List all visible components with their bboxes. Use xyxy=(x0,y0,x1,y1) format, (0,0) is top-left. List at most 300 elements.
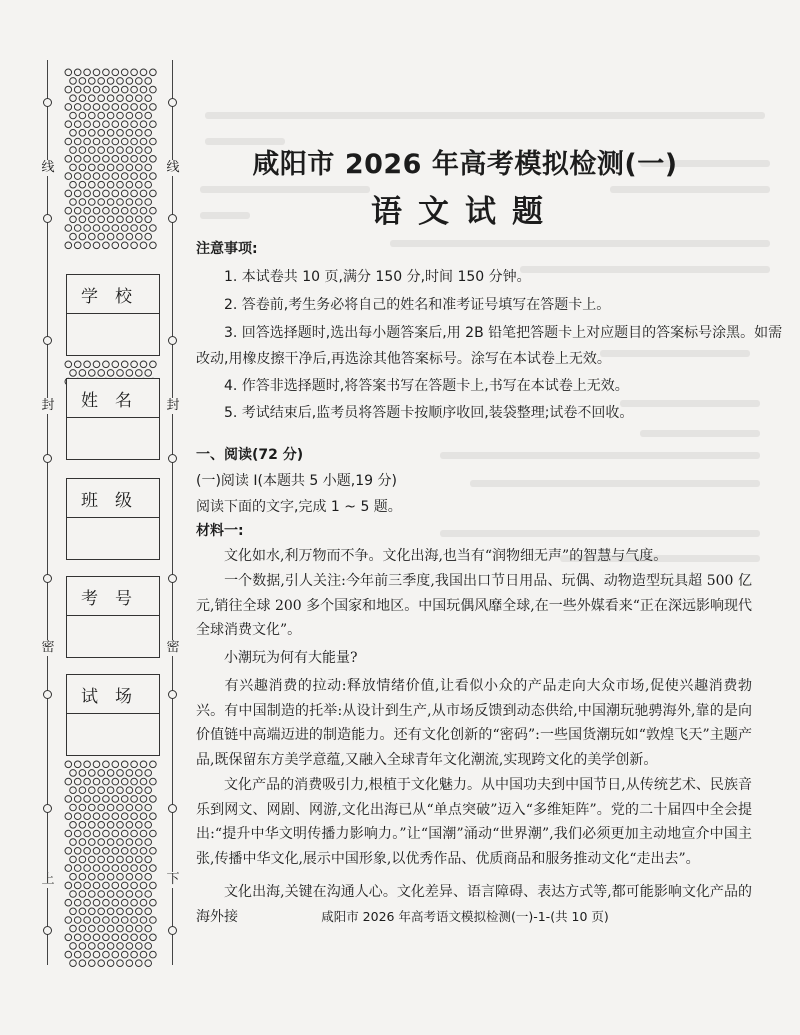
decor-dot xyxy=(136,164,143,171)
decor-dot xyxy=(140,104,147,111)
binding-hole xyxy=(168,804,177,813)
decor-dot xyxy=(145,164,152,171)
decor-dot xyxy=(79,856,86,863)
decor-dot xyxy=(84,813,91,820)
decor-dot xyxy=(117,925,124,932)
decor-dot xyxy=(131,86,138,93)
decor-dot xyxy=(150,225,157,232)
decor-dot xyxy=(136,216,143,223)
decor-dot xyxy=(150,796,157,803)
decor-dot xyxy=(136,181,143,188)
decor-dot xyxy=(121,104,128,111)
decor-dot xyxy=(79,147,86,154)
decor-dot xyxy=(93,242,100,249)
decor-dot xyxy=(65,104,72,111)
part-heading: 一、阅读(72 分) xyxy=(196,447,304,463)
decor-dot xyxy=(107,804,114,811)
decor-dot xyxy=(74,156,81,163)
decor-dot xyxy=(121,361,128,368)
decor-dot xyxy=(79,770,86,777)
binding-line-inner xyxy=(172,60,173,965)
decor-dot xyxy=(65,156,72,163)
decor-dot xyxy=(84,225,91,232)
decor-dot xyxy=(103,778,110,785)
decor-dot xyxy=(117,891,124,898)
decor-dot xyxy=(121,813,128,820)
material-label: 材料一: xyxy=(196,523,244,539)
decor-dot xyxy=(145,370,152,377)
decor-dot xyxy=(150,882,157,889)
decor-dot xyxy=(98,960,105,967)
decor-dot xyxy=(70,925,77,932)
decor-dot xyxy=(65,951,72,958)
note-item: 4. 作答非选择题时,将答案书写在答题卡上,书写在本试卷上无效。 xyxy=(224,378,629,394)
note-item: 3. 回答选择题时,选出每小题答案后,用 2B 铅笔把答题卡上对应题目的答案标号涂黑。如需 xyxy=(224,325,783,341)
decor-dot xyxy=(140,761,147,768)
decor-dot xyxy=(136,770,143,777)
decor-dot xyxy=(131,242,138,249)
decor-dot xyxy=(117,199,124,206)
decor-dot xyxy=(117,95,124,102)
decor-dot xyxy=(126,164,133,171)
decor-dot xyxy=(145,839,152,846)
decor-dot xyxy=(98,130,105,137)
decor-dot xyxy=(98,181,105,188)
decor-dot xyxy=(117,112,124,119)
binding-hole xyxy=(168,926,177,935)
note-item: 5. 考试结束后,监考员将答题卡按顺序收回,装袋整理;试卷不回收。 xyxy=(224,405,634,421)
binding-hole xyxy=(168,98,177,107)
decor-dot xyxy=(126,370,133,377)
decor-dot xyxy=(70,873,77,880)
decor-dot xyxy=(74,761,81,768)
decor-dot xyxy=(70,822,77,829)
decor-dot xyxy=(74,104,81,111)
decor-dot xyxy=(89,95,96,102)
decor-dot xyxy=(117,216,124,223)
decor-dot xyxy=(150,848,157,855)
decor-dot xyxy=(89,112,96,119)
binding-label-line: 线 xyxy=(166,160,180,175)
class-field[interactable] xyxy=(66,478,160,560)
decor-dot xyxy=(103,830,110,837)
decor-dot xyxy=(136,147,143,154)
exam-number-field[interactable] xyxy=(66,576,160,658)
decor-dot xyxy=(98,925,105,932)
decor-dot xyxy=(145,112,152,119)
decor-dot xyxy=(121,225,128,232)
binding-label-seal: 封 xyxy=(166,398,180,413)
decor-dot xyxy=(103,848,110,855)
decor-dot xyxy=(107,839,114,846)
decor-dot xyxy=(131,934,138,941)
decor-dot xyxy=(136,839,143,846)
decor-dot xyxy=(74,882,81,889)
decor-dot xyxy=(112,121,119,128)
decor-dot xyxy=(65,796,72,803)
decor-dot xyxy=(79,804,86,811)
decor-dot xyxy=(121,830,128,837)
passage-paragraph: 文化出海,关键在沟通人心。文化差异、语言障碍、表达方式等,都可能影响文化产品的海外接 xyxy=(196,884,752,925)
decor-dot xyxy=(150,951,157,958)
decor-dot xyxy=(70,856,77,863)
decor-dot xyxy=(93,225,100,232)
decor-dot xyxy=(126,130,133,137)
decor-dot xyxy=(112,848,119,855)
binding-hole xyxy=(168,454,177,463)
decor-dot xyxy=(89,78,96,85)
decor-dot xyxy=(117,130,124,137)
decor-dot xyxy=(84,242,91,249)
decor-dot xyxy=(112,173,119,180)
decor-dot xyxy=(126,216,133,223)
decor-dot xyxy=(103,865,110,872)
decor-dot xyxy=(74,361,81,368)
decor-dot xyxy=(103,86,110,93)
decor-dot xyxy=(126,891,133,898)
decor-dot xyxy=(84,796,91,803)
decor-dot xyxy=(84,882,91,889)
decor-dot xyxy=(131,156,138,163)
decor-dot xyxy=(103,173,110,180)
decor-dot xyxy=(84,173,91,180)
decor-dot xyxy=(93,813,100,820)
decor-dot xyxy=(150,138,157,145)
decor-dot xyxy=(121,882,128,889)
decor-dot xyxy=(74,848,81,855)
decor-dot xyxy=(107,164,114,171)
decor-dot xyxy=(131,917,138,924)
decor-dot xyxy=(98,147,105,154)
decor-dot xyxy=(93,104,100,111)
decor-dot xyxy=(131,173,138,180)
passage-paragraph: 一个数据,引人关注:今年前三季度,我国出口节日用品、玩偶、动物造型玩具超 500 亿元,销往全球 200 多个国家和地区。中国玩偶风靡全球,在一些外媒看来“正在深远影响现代全球消费文化”。 xyxy=(196,573,752,639)
decor-dot xyxy=(103,121,110,128)
decor-dot xyxy=(98,908,105,915)
decor-dot xyxy=(93,865,100,872)
class-label: 班 级 xyxy=(67,479,159,518)
decor-dot xyxy=(65,882,72,889)
decor-dot xyxy=(136,787,143,794)
decor-dot xyxy=(145,856,152,863)
decor-dot xyxy=(70,216,77,223)
decor-dot xyxy=(79,891,86,898)
decor-dot xyxy=(70,199,77,206)
decor-dot xyxy=(126,770,133,777)
decor-dot xyxy=(140,207,147,214)
decor-dot xyxy=(121,190,128,197)
name-field[interactable] xyxy=(66,378,160,460)
decor-dot xyxy=(65,190,72,197)
decor-dot xyxy=(126,233,133,240)
decor-dot xyxy=(98,856,105,863)
decor-dot xyxy=(140,225,147,232)
decor-dot xyxy=(145,822,152,829)
decor-dot xyxy=(98,78,105,85)
decor-dot xyxy=(93,899,100,906)
decor-dot xyxy=(107,822,114,829)
decor-dot xyxy=(98,873,105,880)
decor-dot xyxy=(150,865,157,872)
decor-dot xyxy=(84,917,91,924)
decor-dot xyxy=(121,951,128,958)
decor-dot xyxy=(98,770,105,777)
decor-dot xyxy=(131,778,138,785)
decor-dot xyxy=(131,951,138,958)
decor-dot xyxy=(93,138,100,145)
decor-dot xyxy=(93,830,100,837)
decor-dot xyxy=(84,104,91,111)
decor-dot xyxy=(103,190,110,197)
decor-dot xyxy=(84,138,91,145)
binding-label-secret: 密 xyxy=(166,640,180,655)
decor-dot xyxy=(117,960,124,967)
decor-dot xyxy=(136,943,143,950)
decor-dot xyxy=(117,856,124,863)
decor-dot xyxy=(131,848,138,855)
decor-dot xyxy=(93,173,100,180)
decor-dot xyxy=(140,882,147,889)
decor-dot xyxy=(65,173,72,180)
decor-dot xyxy=(84,899,91,906)
decor-dot xyxy=(65,899,72,906)
decor-dot xyxy=(150,761,157,768)
decor-dot xyxy=(98,164,105,171)
decor-dot xyxy=(70,960,77,967)
decor-dot xyxy=(93,796,100,803)
decor-dot xyxy=(117,164,124,171)
decor-dot xyxy=(145,943,152,950)
decor-dot xyxy=(74,865,81,872)
decor-dot xyxy=(112,830,119,837)
decor-dot xyxy=(112,882,119,889)
decor-dot xyxy=(98,112,105,119)
decor-dot xyxy=(98,370,105,377)
decor-dot xyxy=(107,130,114,137)
decor-dot xyxy=(89,164,96,171)
decor-dot xyxy=(126,960,133,967)
decor-dot xyxy=(131,882,138,889)
decor-dot xyxy=(107,78,114,85)
decor-dot xyxy=(136,804,143,811)
decor-dot xyxy=(84,69,91,76)
decor-dot xyxy=(89,147,96,154)
decor-dot xyxy=(103,104,110,111)
decor-dot xyxy=(98,822,105,829)
decor-dot xyxy=(140,951,147,958)
exam-room-label: 试 场 xyxy=(67,675,159,714)
decor-dot xyxy=(150,934,157,941)
subsection-heading: (一)阅读 I(本题共 5 小题,19 分) xyxy=(196,473,397,489)
decor-dot xyxy=(74,796,81,803)
decor-dot xyxy=(145,770,152,777)
decor-dot xyxy=(70,891,77,898)
decor-dot xyxy=(93,361,100,368)
decor-dot xyxy=(84,848,91,855)
decor-dot xyxy=(145,147,152,154)
decor-dot xyxy=(112,104,119,111)
decor-dot xyxy=(65,86,72,93)
decor-dot xyxy=(84,761,91,768)
decor-dot xyxy=(150,242,157,249)
decor-dot xyxy=(121,934,128,941)
decor-dot xyxy=(93,156,100,163)
binding-hole xyxy=(43,98,52,107)
dot-grid xyxy=(64,68,160,252)
decor-dot xyxy=(112,778,119,785)
decor-dot xyxy=(98,199,105,206)
decor-dot xyxy=(140,934,147,941)
decor-dot xyxy=(150,121,157,128)
decor-dot xyxy=(84,121,91,128)
decor-dot xyxy=(70,804,77,811)
decor-dot xyxy=(107,856,114,863)
decor-dot xyxy=(126,78,133,85)
exam-room-field[interactable] xyxy=(66,674,160,756)
decor-dot xyxy=(79,95,86,102)
decor-dot xyxy=(117,233,124,240)
decor-dot xyxy=(93,121,100,128)
school-field[interactable] xyxy=(66,274,160,356)
decor-dot xyxy=(79,130,86,137)
decor-dot xyxy=(140,361,147,368)
decor-dot xyxy=(126,112,133,119)
decor-dot xyxy=(74,934,81,941)
decor-dot xyxy=(89,804,96,811)
decor-dot xyxy=(126,839,133,846)
decor-dot xyxy=(103,361,110,368)
decor-dot xyxy=(93,761,100,768)
decor-dot xyxy=(65,830,72,837)
decor-dot xyxy=(112,934,119,941)
decor-dot xyxy=(140,190,147,197)
decor-dot xyxy=(79,78,86,85)
decor-dot xyxy=(103,156,110,163)
decor-dot xyxy=(126,925,133,932)
decor-dot xyxy=(70,130,77,137)
decor-dot xyxy=(131,138,138,145)
decor-dot xyxy=(131,207,138,214)
decor-dot xyxy=(98,804,105,811)
binding-hole xyxy=(43,214,52,223)
decor-dot xyxy=(93,190,100,197)
name-label: 姓 名 xyxy=(67,379,159,418)
decor-dot xyxy=(70,233,77,240)
decor-dot xyxy=(126,95,133,102)
decor-dot xyxy=(126,787,133,794)
decor-dot xyxy=(107,943,114,950)
decor-dot xyxy=(150,899,157,906)
decor-dot xyxy=(150,813,157,820)
decor-dot xyxy=(74,138,81,145)
decor-dot xyxy=(79,216,86,223)
decor-dot xyxy=(103,761,110,768)
decor-dot xyxy=(93,86,100,93)
decor-dot xyxy=(84,934,91,941)
decor-dot xyxy=(117,770,124,777)
decor-dot xyxy=(107,908,114,915)
decor-dot xyxy=(131,190,138,197)
decor-dot xyxy=(126,199,133,206)
decor-dot xyxy=(121,121,128,128)
decor-dot xyxy=(136,960,143,967)
notes-heading: 注意事项: xyxy=(196,241,258,257)
decor-dot xyxy=(98,216,105,223)
binding-hole xyxy=(43,926,52,935)
passage-paragraph: 文化如水,利万物而不争。文化出海,也当有“润物细无声”的智慧与气度。 xyxy=(224,548,668,564)
decor-dot xyxy=(145,181,152,188)
decor-dot xyxy=(107,770,114,777)
decor-dot xyxy=(117,908,124,915)
decor-dot xyxy=(98,787,105,794)
decor-dot xyxy=(126,804,133,811)
decor-dot xyxy=(131,69,138,76)
decor-dot xyxy=(140,848,147,855)
decor-dot xyxy=(74,121,81,128)
decor-dot xyxy=(70,181,77,188)
decor-dot xyxy=(140,138,147,145)
decor-dot xyxy=(74,190,81,197)
decor-dot xyxy=(74,69,81,76)
decor-dot xyxy=(112,899,119,906)
decor-dot xyxy=(136,891,143,898)
decor-dot xyxy=(121,796,128,803)
decor-dot xyxy=(70,147,77,154)
decor-dot xyxy=(84,951,91,958)
decor-dot xyxy=(107,233,114,240)
decor-dot xyxy=(107,147,114,154)
decor-dot xyxy=(145,873,152,880)
decor-dot xyxy=(140,796,147,803)
decor-dot xyxy=(84,361,91,368)
decor-dot xyxy=(140,86,147,93)
decor-dot xyxy=(89,787,96,794)
decor-dot xyxy=(112,796,119,803)
decor-dot xyxy=(89,822,96,829)
decor-dot xyxy=(136,78,143,85)
decor-dot xyxy=(98,233,105,240)
decor-dot xyxy=(84,830,91,837)
decor-dot xyxy=(107,873,114,880)
decor-dot xyxy=(131,121,138,128)
decor-dot xyxy=(103,934,110,941)
decor-dot xyxy=(103,69,110,76)
decor-dot xyxy=(89,891,96,898)
decor-dot xyxy=(126,822,133,829)
decor-dot xyxy=(93,69,100,76)
decor-dot xyxy=(150,361,157,368)
decor-dot xyxy=(112,242,119,249)
decor-dot xyxy=(136,873,143,880)
decor-dot xyxy=(131,361,138,368)
decor-dot xyxy=(74,830,81,837)
decor-dot xyxy=(93,917,100,924)
decor-dot xyxy=(117,839,124,846)
decor-dot xyxy=(131,796,138,803)
decor-dot xyxy=(103,917,110,924)
decor-dot xyxy=(74,242,81,249)
decor-dot xyxy=(150,917,157,924)
decor-dot xyxy=(145,130,152,137)
decor-dot xyxy=(145,199,152,206)
decor-dot xyxy=(112,207,119,214)
decor-dot xyxy=(131,830,138,837)
decor-dot xyxy=(89,925,96,932)
decor-dot xyxy=(150,830,157,837)
decor-dot xyxy=(145,960,152,967)
decor-dot xyxy=(145,925,152,932)
decor-dot xyxy=(70,908,77,915)
